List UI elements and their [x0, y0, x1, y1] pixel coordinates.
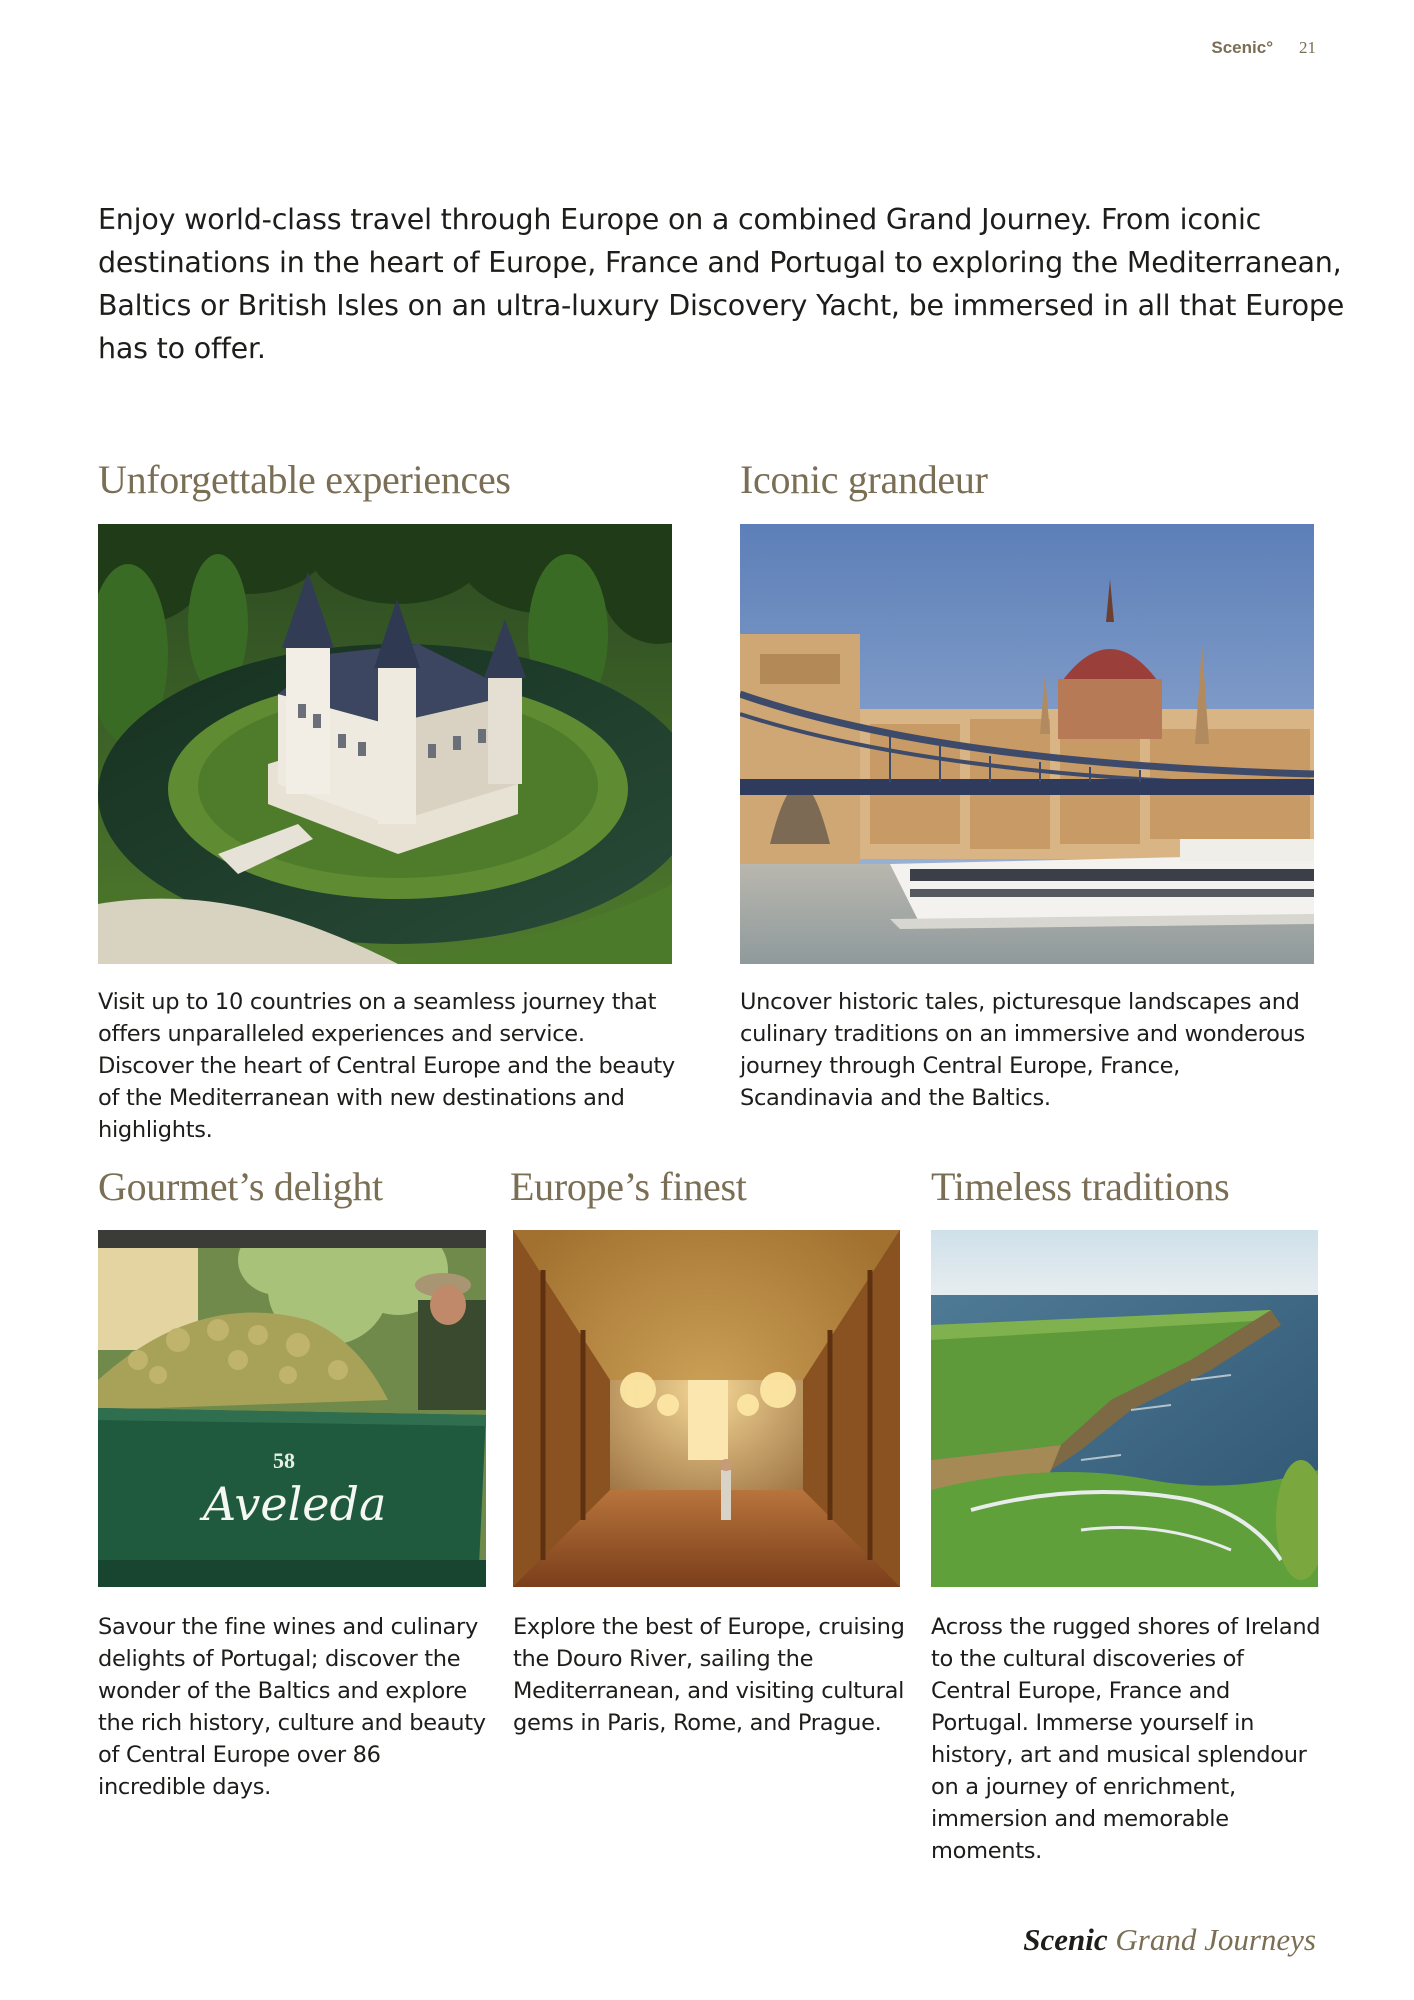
page-number: 21 [1299, 38, 1316, 57]
section-title-timeless: Timeless traditions [931, 1164, 1230, 1209]
footer-brand: Scenic [1023, 1922, 1108, 1957]
section-title-unforgettable: Unforgettable experiences [98, 457, 511, 502]
photo-opera-hall [513, 1230, 900, 1587]
section-title-finest: Europe’s finest [510, 1164, 747, 1209]
section-text-finest: Explore the best of Europe, cruising the Douro River, sailing the Mediterranean, and visiting cultural gems in Paris, Rome, and Prague. [513, 1614, 905, 1736]
section-text-timeless: Across the rugged shores of Ireland to the cultural discoveries of Central Europe, France and Portugal. Immerse yourself in history, art and musical splendour on a journey of enrichment, immersion and memorable moments. [931, 1614, 1321, 1864]
section-title-iconic: Iconic grandeur [740, 457, 988, 502]
footer-subtitle: Grand Journeys [1115, 1922, 1316, 1957]
page-header [1211, 38, 1316, 58]
intro-paragraph: Enjoy world-class travel through Europe on a combined Grand Journey. From iconic destinations in the heart of Europe, France and Portugal to exploring the Mediterranean, Baltics or British Isles on an ultra-luxury Discovery Yacht, be immersed in all that Europe has to offer. [98, 203, 1345, 365]
section-text-unforgettable: Visit up to 10 countries on a seamless journey that offers unparalleled experiences and service. Discover the heart of Central Europe and the beauty of the Mediterranean with new destinations and highlights. [98, 989, 675, 1143]
section-title-gourmet: Gourmet’s delight [98, 1164, 383, 1209]
footer-logo [1023, 1922, 1316, 1958]
photo-budapest-bridge [740, 524, 1314, 964]
photo-grape-harvest [98, 1230, 486, 1587]
section-text-iconic: Uncover historic tales, picturesque landscapes and culinary traditions on an immersive and wonderous journey through Central Europe, France, Scandinavia and the Baltics. [740, 989, 1305, 1111]
crate-number: 58 [273, 1448, 295, 1473]
photo-cliffs-of-moher [931, 1230, 1318, 1587]
photo-moated-chateau [98, 524, 672, 964]
crate-brand: Aveleda [203, 1477, 387, 1531]
section-text-gourmet: Savour the fine wines and culinary delights of Portugal; discover the wonder of the Baltics and explore the rich history, culture and beauty of Central Europe over 86 incredible days. [98, 1614, 486, 1800]
header-brand: Scenic° [1211, 38, 1273, 57]
